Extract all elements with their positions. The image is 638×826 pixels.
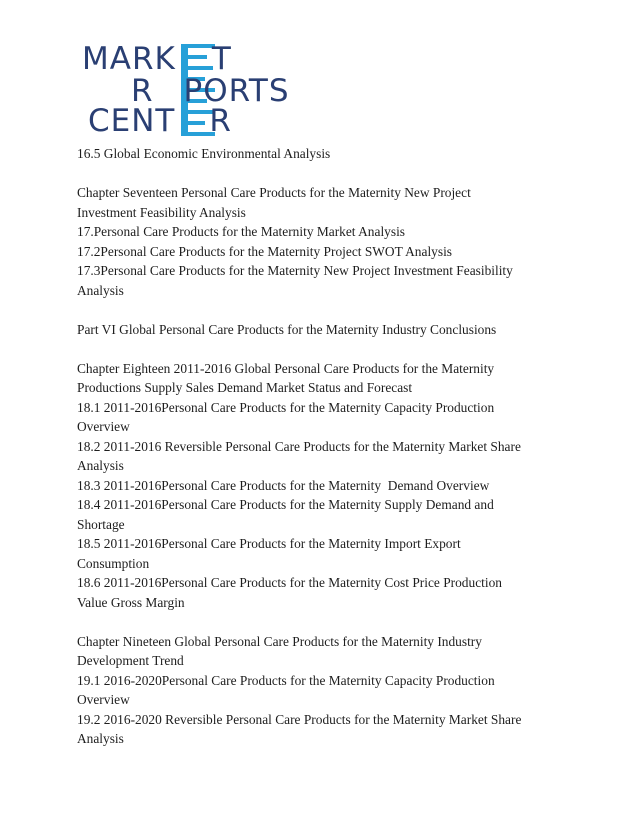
text-line: Chapter Eighteen 2011-2016 Global Personal Care Products for the Maternity [77,360,495,376]
text-line: Part VI Global Personal Care Products for the Maternity Industry Conclusions [77,321,497,337]
text-line: 18.5 2011-2016Personal Care Products for the Maternity Import Export [77,536,461,551]
text-line: Shortage [77,516,125,532]
text-line: Analysis [77,458,124,473]
text-line: Analysis [77,282,124,298]
text-line: Analysis [77,731,124,746]
text-line: 16.5 Global Economic Environmental Analysis [77,146,331,161]
text-line: Consumption [77,555,150,571]
text-line: Overview [77,692,130,707]
text-line: 19.1 2016-2020Personal Care Products for the Maternity Capacity Production [77,672,495,688]
text-line: 19.2 2016-2020 Reversible Personal Care Products for the Maternity Market Share [77,711,522,727]
text-line: 18.3 2011-2016Personal Care Products for the Maternity Demand Overview [77,477,490,493]
text-line: Value Gross Margin [77,594,185,610]
text-line: Development Trend [77,653,184,668]
text-line: Overview [77,419,130,434]
market-reports-center-logo [76,38,306,138]
document-body [77,144,577,749]
text-line: 18.2 2011-2016 Reversible Personal Care Products for the Maternity Market Share [77,438,521,454]
text-line: 17.3Personal Care Products for the Maternity New Project Investment Feasibility [77,263,513,278]
text-line: 17.2Personal Care Products for the Maternity Project SWOT Analysis [77,243,453,259]
text-line: Investment Feasibility Analysis [77,204,246,220]
text-line: 18.6 2011-2016Personal Care Products for the Maternity Cost Price Production [77,575,502,590]
text-line: Chapter Seventeen Personal Care Products for the Maternity New Project [77,185,471,200]
text-line: Productions Supply Sales Demand Market Status and Forecast [77,380,413,395]
logo-line-market: MARK T [82,41,232,77]
text-line: 18.4 2011-2016Personal Care Products for the Maternity Supply Demand and [77,497,494,512]
text-line: 18.1 2011-2016Personal Care Products for the Maternity Capacity Production [77,399,495,415]
logo-line-center: CENT R [88,103,232,139]
text-line: 17.Personal Care Products for the Maternity Market Analysis [77,224,406,239]
logo-line-reports: R PORTS [131,73,290,109]
text-line: Chapter Nineteen Global Personal Care Products for the Maternity Industry [77,633,482,649]
